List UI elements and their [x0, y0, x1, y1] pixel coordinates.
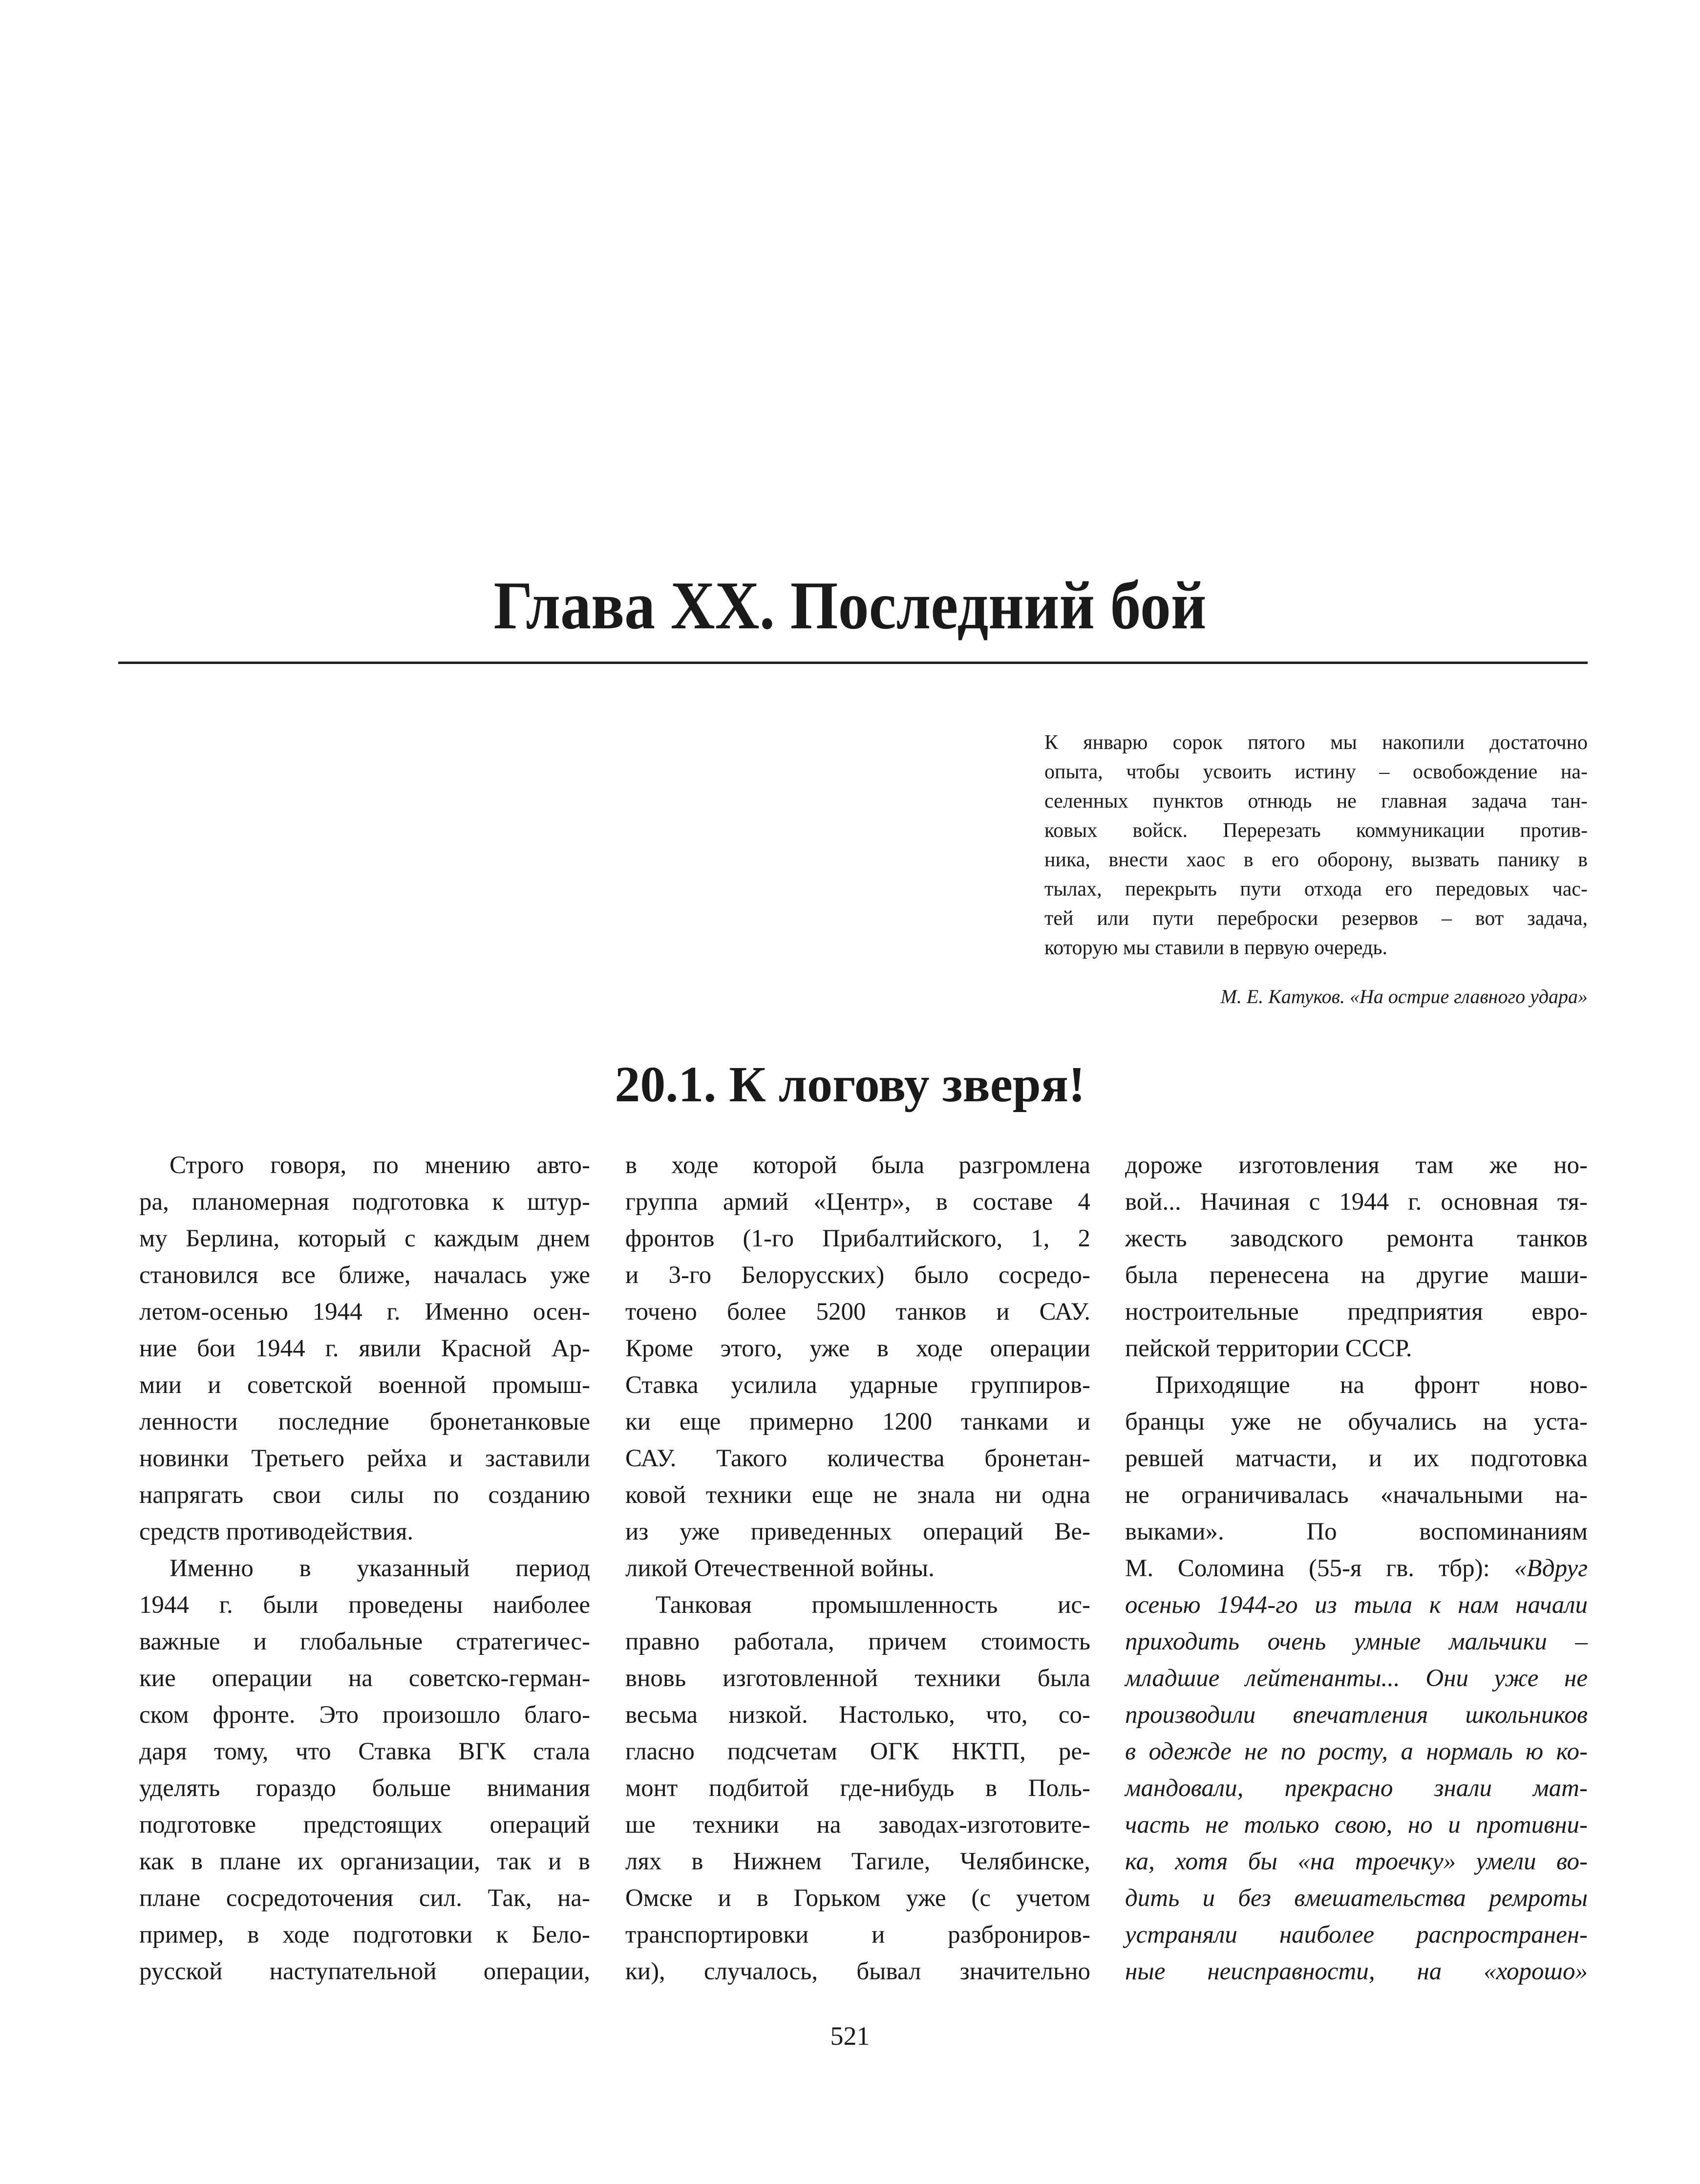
epigraph-line: тей или пути переброски резервов – вот задача, — [1044, 907, 1588, 930]
text-line: му Берлина, который с каждым днем — [139, 1225, 590, 1252]
text-line: Именно в указанный период — [170, 1555, 590, 1582]
text-line: фронтов (1-го Прибалтийского, 1, 2 — [625, 1225, 1090, 1252]
text-line: Приходящие на фронт ново- — [1155, 1371, 1588, 1399]
text-line: в ходе которой была разгромлена — [625, 1152, 1090, 1179]
text-column-3 — [1125, 1147, 1588, 1990]
paragraph — [139, 1147, 590, 1550]
text-line: становился все ближе, началась уже — [139, 1262, 590, 1289]
text-line: пейской территории СССР. — [1125, 1335, 1412, 1362]
text-line: мии и советской военной промыш- — [139, 1371, 590, 1399]
text-run: М. Соломина (55-я гв. тбр): — [1125, 1555, 1514, 1582]
text-line: группа армий «Центр», в составе 4 — [625, 1188, 1090, 1216]
text-line: ленности последние бронетанковые — [139, 1408, 590, 1435]
text-line: русской наступательной операции, — [139, 1958, 590, 1985]
text-line: ностроительные предприятия евро- — [1125, 1298, 1588, 1326]
text-line — [1125, 1880, 1588, 1917]
text-line: САУ. Такого количества бронетан- — [625, 1445, 1090, 1472]
text-line: ревшей матчасти, и их подготовка — [1125, 1445, 1588, 1472]
text-line: даря тому, что Ставка ВГК стала — [139, 1738, 590, 1765]
text-line: Строго говоря, по мнению авто- — [170, 1152, 590, 1179]
text-line: жесть заводского ремонта танков — [1125, 1225, 1588, 1252]
italic-quote-run: производили впечатления школьников — [1125, 1701, 1588, 1729]
text-line: Ставка усилила ударные группиров- — [625, 1371, 1090, 1399]
text-line: гласно подсчетам ОГК НКТП, ре- — [625, 1738, 1090, 1765]
text-line — [1125, 1587, 1588, 1624]
text-line — [1125, 1660, 1588, 1697]
text-line: средств противодействия. — [139, 1518, 414, 1545]
text-line: уделять гораздо больше внимания — [139, 1775, 590, 1802]
text-column-2 — [625, 1147, 1090, 1990]
paragraph — [1125, 1367, 1588, 1990]
text-line — [1125, 1734, 1588, 1770]
text-line: ки), случалось, бывал значительно — [625, 1958, 1090, 1985]
text-line: ском фронте. Это произошло благо- — [139, 1701, 590, 1729]
epigraph-line: опыта, чтобы усвоить истину – освобождение на- — [1044, 761, 1588, 783]
paragraph — [625, 1147, 1090, 1587]
paragraph — [139, 1550, 590, 1990]
text-line: вновь изготовленной техники была — [625, 1665, 1090, 1692]
italic-quote-run: ка, хотя бы «на троечку» умели во- — [1125, 1848, 1588, 1875]
text-line: монт подбитой где-нибудь в Поль- — [625, 1775, 1090, 1802]
text-line: новинки Третьего рейха и заставили — [139, 1445, 590, 1472]
epigraph-line: ника, внести хаос в его оборону, вызвать панику в — [1044, 849, 1588, 871]
page-number: 521 — [830, 2021, 870, 2051]
italic-quote-run: часть не только свою, но и противни- — [1125, 1811, 1588, 1839]
italic-quote-run: устраняли наиболее распространен- — [1125, 1921, 1588, 1948]
text-line: из уже приведенных операций Ве- — [625, 1518, 1090, 1545]
section-heading: 20.1. К логову зверя! — [615, 1056, 1085, 1113]
text-line: весьма низкой. Настолько, что, со- — [625, 1701, 1090, 1729]
italic-quote-run: мандовали, прекрасно знали мат- — [1125, 1775, 1588, 1802]
text-line — [1125, 1953, 1588, 1990]
text-line: Омске и в Горьком уже (с учетом — [625, 1884, 1090, 1912]
text-line — [1125, 1807, 1588, 1843]
text-line: Танковая промышленность ис- — [656, 1591, 1090, 1619]
text-line: как в плане их организации, так и в — [139, 1848, 590, 1875]
epigraph-line: тылах, перекрыть пути отхода его передовых час- — [1044, 878, 1588, 900]
italic-quote-run: в одежде не по росту, а нормаль ю ко- — [1125, 1738, 1588, 1765]
text-line: ки еще примерно 1200 танками и — [625, 1408, 1090, 1435]
italic-quote-run: «Вдруг — [1514, 1555, 1588, 1582]
epigraph-line: селенных пунктов отнюдь не главная задача тан- — [1044, 790, 1588, 813]
text-line: подготовке предстоящих операций — [139, 1811, 590, 1839]
text-line — [1125, 1770, 1588, 1807]
text-line: и 3-го Белорусских) было сосредо- — [625, 1262, 1090, 1289]
epigraph-attribution: М. Е. Катуков. «На острие главного удара» — [1220, 985, 1588, 1007]
epigraph — [1044, 728, 1588, 963]
italic-quote-run: дить и без вмешательства ремроты — [1125, 1884, 1588, 1912]
text-line: кие операции на советско-герман- — [139, 1665, 590, 1692]
text-line: лях в Нижнем Тагиле, Челябинске, — [625, 1848, 1090, 1875]
text-line: выками». По воспоминаниям — [1125, 1518, 1588, 1545]
text-line: пример, в ходе подготовки к Бело- — [139, 1921, 590, 1948]
text-line: Кроме этого, уже в ходе операции — [625, 1335, 1090, 1362]
text-line: не ограничивалась «начальными на- — [1125, 1481, 1588, 1509]
italic-quote-run: осенью 1944-го из тыла к нам начали — [1125, 1591, 1588, 1619]
epigraph-line: К январю сорок пятого мы накопили достаточно — [1044, 731, 1588, 754]
text-line: точено более 5200 танков и САУ. — [625, 1298, 1090, 1326]
text-line: была перенесена на другие маши- — [1125, 1262, 1588, 1289]
text-line: правно работала, причем стоимость — [625, 1628, 1090, 1655]
text-line: ше техники на заводах-изготовите- — [625, 1811, 1090, 1839]
text-line: бранцы уже не обучались на уста- — [1125, 1408, 1588, 1435]
paragraph — [1125, 1147, 1588, 1367]
italic-quote-run: приходить очень умные мальчики – — [1125, 1628, 1588, 1655]
italic-quote-run: ные неисправности, на «хорошо» — [1125, 1958, 1588, 1985]
text-line: важные и глобальные стратегичес- — [139, 1628, 590, 1655]
text-line: 1944 г. были проведены наиболее — [139, 1591, 590, 1619]
title-rule — [118, 662, 1588, 664]
chapter-title: Глава XX. Последний бой — [493, 568, 1207, 643]
text-line: летом-осенью 1944 г. Именно осен- — [139, 1298, 590, 1326]
epigraph-line: ковых войск. Перерезать коммуникации против- — [1044, 819, 1588, 842]
text-line — [1125, 1697, 1588, 1734]
text-line: напрягать свои силы по созданию — [139, 1481, 590, 1509]
text-line — [1125, 1917, 1588, 1953]
text-column-1 — [139, 1147, 590, 1990]
text-line: плане сосредоточения сил. Так, на- — [139, 1884, 590, 1912]
text-line — [1125, 1843, 1588, 1880]
text-line — [1125, 1550, 1588, 1587]
text-line: ра, планомерная подготовка к штур- — [139, 1188, 590, 1216]
text-line: ние бои 1944 г. явили Красной Ар- — [139, 1335, 590, 1362]
italic-quote-run: младшие лейтенанты... Они уже не — [1125, 1665, 1588, 1692]
epigraph-line: которую мы ставили в первую очередь. — [1044, 937, 1388, 959]
paragraph — [625, 1587, 1090, 1990]
text-line: вой... Начиная с 1944 г. основная тя- — [1125, 1188, 1588, 1216]
text-line: ликой Отечественной войны. — [625, 1555, 935, 1582]
text-line: дороже изготовления там же но- — [1125, 1152, 1588, 1179]
text-line: транспортировки и разброниров- — [625, 1921, 1090, 1948]
text-line — [1125, 1624, 1588, 1660]
text-line: ковой техники еще не знала ни одна — [625, 1481, 1090, 1509]
